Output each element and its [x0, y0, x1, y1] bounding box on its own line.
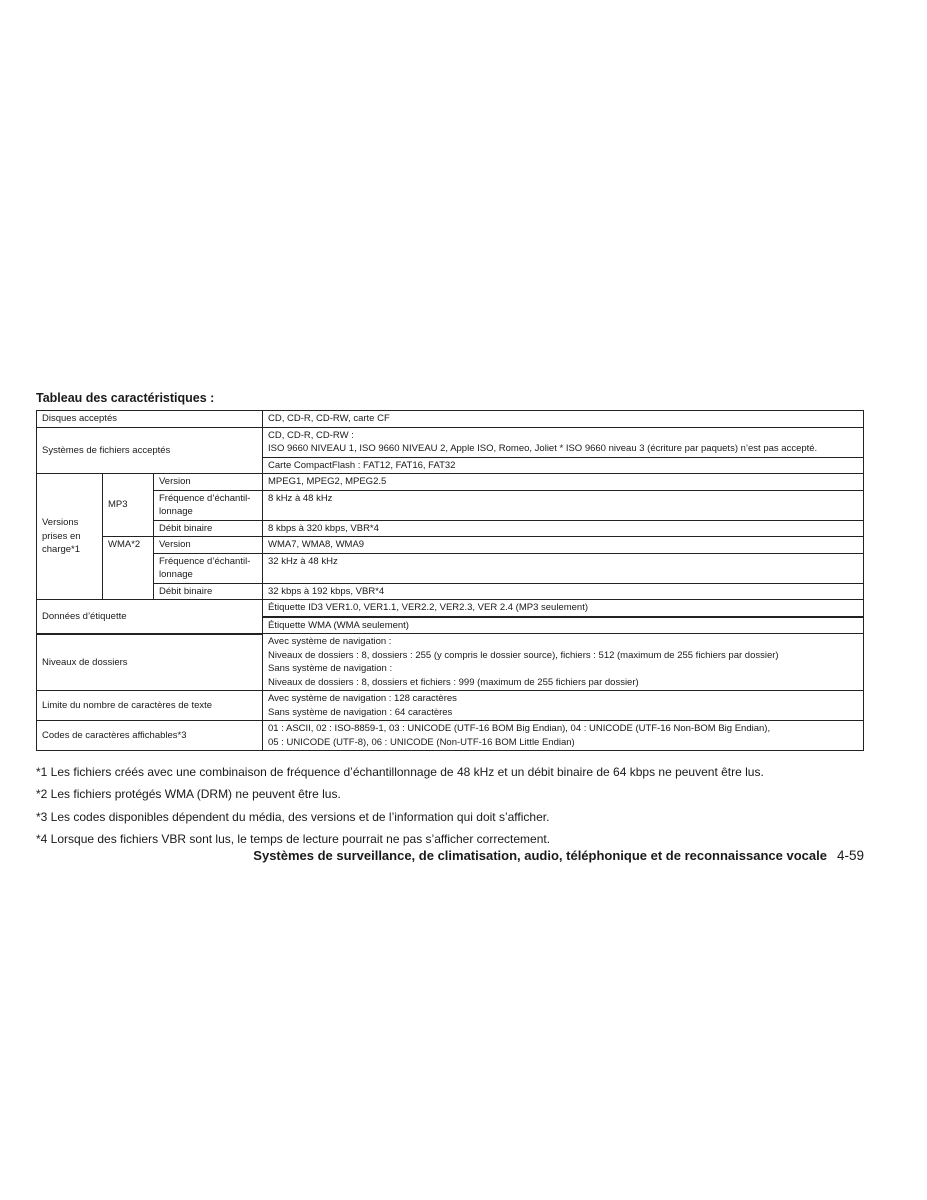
mp3-version-value: MPEG1, MPEG2, MPEG2.5 — [263, 474, 864, 491]
systemes-value-cf: Carte CompactFlash : FAT12, FAT16, FAT32 — [263, 457, 864, 474]
systemes-value-line: CD, CD-R, CD-RW : — [268, 429, 354, 441]
footnote: *2 Les fichiers protégés WMA (DRM) ne peuvent être lus. — [36, 787, 341, 802]
wma-version-value: WMA7, WMA8, WMA9 — [263, 537, 864, 554]
table-row — [37, 474, 864, 491]
table-row — [37, 721, 864, 751]
section-heading: Tableau des caractéristiques : — [36, 391, 215, 405]
niveaux-value-line: Niveaux de dossiers : 8, dossiers et fichiers : 999 (maximum de 255 fichiers par dossier) — [268, 676, 639, 688]
niveaux-value-line: Niveaux de dossiers : 8, dossiers : 255 (y compris le dossier source), fichiers : 512 (maximum de 255 fichiers par dossier) — [268, 649, 779, 661]
chapter-title: Systèmes de surveillance, de climatisation, audio, téléphonique et de reconnaissance vocale — [253, 848, 827, 863]
table-row — [37, 537, 864, 554]
wma-frequence-label: Fréquence d’échantil-lonnage — [154, 553, 263, 583]
table-row — [37, 411, 864, 428]
table-row — [37, 583, 864, 600]
mp3-debit-label: Débit binaire — [154, 520, 263, 537]
limite-value-line: Avec système de navigation : 128 caractères — [268, 693, 457, 704]
table-row — [37, 553, 864, 583]
niveaux-value — [263, 634, 864, 691]
codes-value-line: 05 : UNICODE (UTF-8), 06 : UNICODE (Non-UTF-16 BOM Little Endian) — [268, 736, 575, 748]
systemes-value — [263, 427, 864, 457]
table-row — [37, 520, 864, 537]
codes-label: Codes de caractères affichables*3 — [37, 721, 263, 751]
systemes-value-line: ISO 9660 NIVEAU 1, ISO 9660 NIVEAU 2, Apple ISO, Romeo, Joliet * ISO 9660 niveau 3 (écriture par paquets) n’est pas accepté. — [268, 443, 818, 454]
wma-label: WMA*2 — [103, 537, 154, 600]
limite-label: Limite du nombre de caractères de texte — [37, 691, 263, 721]
disques-label: Disques acceptés — [37, 411, 263, 428]
page-footer — [36, 848, 864, 863]
footnote: *4 Lorsque des fichiers VBR sont lus, le temps de lecture pourrait ne pas s’afficher correctement. — [36, 831, 551, 846]
table-row — [37, 600, 864, 617]
specifications-table — [36, 410, 864, 751]
niveaux-label: Niveaux de dossiers — [37, 634, 263, 691]
mp3-label: MP3 — [103, 474, 154, 537]
footnotes — [36, 761, 876, 850]
codes-value-line: 01 : ASCII, 02 : ISO-8859-1, 03 : UNICODE (UTF-16 BOM Big Endian), 04 : UNICODE (UTF-16 Non-BOM Big Endian), — [268, 723, 771, 734]
donnees-label: Données d’étiquette — [37, 600, 263, 634]
donnees-value-wma: Étiquette WMA (WMA seulement) — [263, 617, 864, 634]
page-number: 4-59 — [836, 848, 864, 863]
limite-value — [263, 691, 864, 721]
limite-value-line: Sans système de navigation : 64 caractères — [268, 706, 453, 718]
wma-debit-value: 32 kbps à 192 kbps, VBR*4 — [263, 583, 864, 600]
wma-frequence-value: 32 kHz à 48 kHz — [263, 553, 864, 583]
mp3-frequence-label: Fréquence d’échantil-lonnage — [154, 490, 263, 520]
footnote: *1 Les fichiers créés avec une combinaison de fréquence d’échantillonnage de 48 kHz et un débit binaire de 64 kbps ne peuvent être lus. — [36, 765, 764, 779]
versions-label: Versions prises en charge*1 — [37, 474, 103, 600]
donnees-value-id3: Étiquette ID3 VER1.0, VER1.1, VER2.2, VER2.3, VER 2.4 (MP3 seulement) — [263, 600, 864, 617]
mp3-debit-value: 8 kbps à 320 kbps, VBR*4 — [263, 520, 864, 537]
niveaux-value-line: Sans système de navigation : — [268, 663, 393, 674]
mp3-frequence-value: 8 kHz à 48 kHz — [263, 490, 864, 520]
systemes-label: Systèmes de fichiers acceptés — [37, 427, 263, 474]
table-row — [37, 691, 864, 721]
footnote: *3 Les codes disponibles dépendent du média, des versions et de l’information qui doit s’afficher. — [36, 809, 550, 824]
table-row — [37, 427, 864, 457]
wma-debit-label: Débit binaire — [154, 583, 263, 600]
table-row — [37, 490, 864, 520]
mp3-version-label: Version — [154, 474, 263, 491]
disques-value: CD, CD-R, CD-RW, carte CF — [263, 411, 864, 428]
table-row — [37, 634, 864, 691]
niveaux-value-line: Avec système de navigation : — [268, 636, 392, 647]
wma-version-label: Version — [154, 537, 263, 554]
codes-value — [263, 721, 864, 751]
